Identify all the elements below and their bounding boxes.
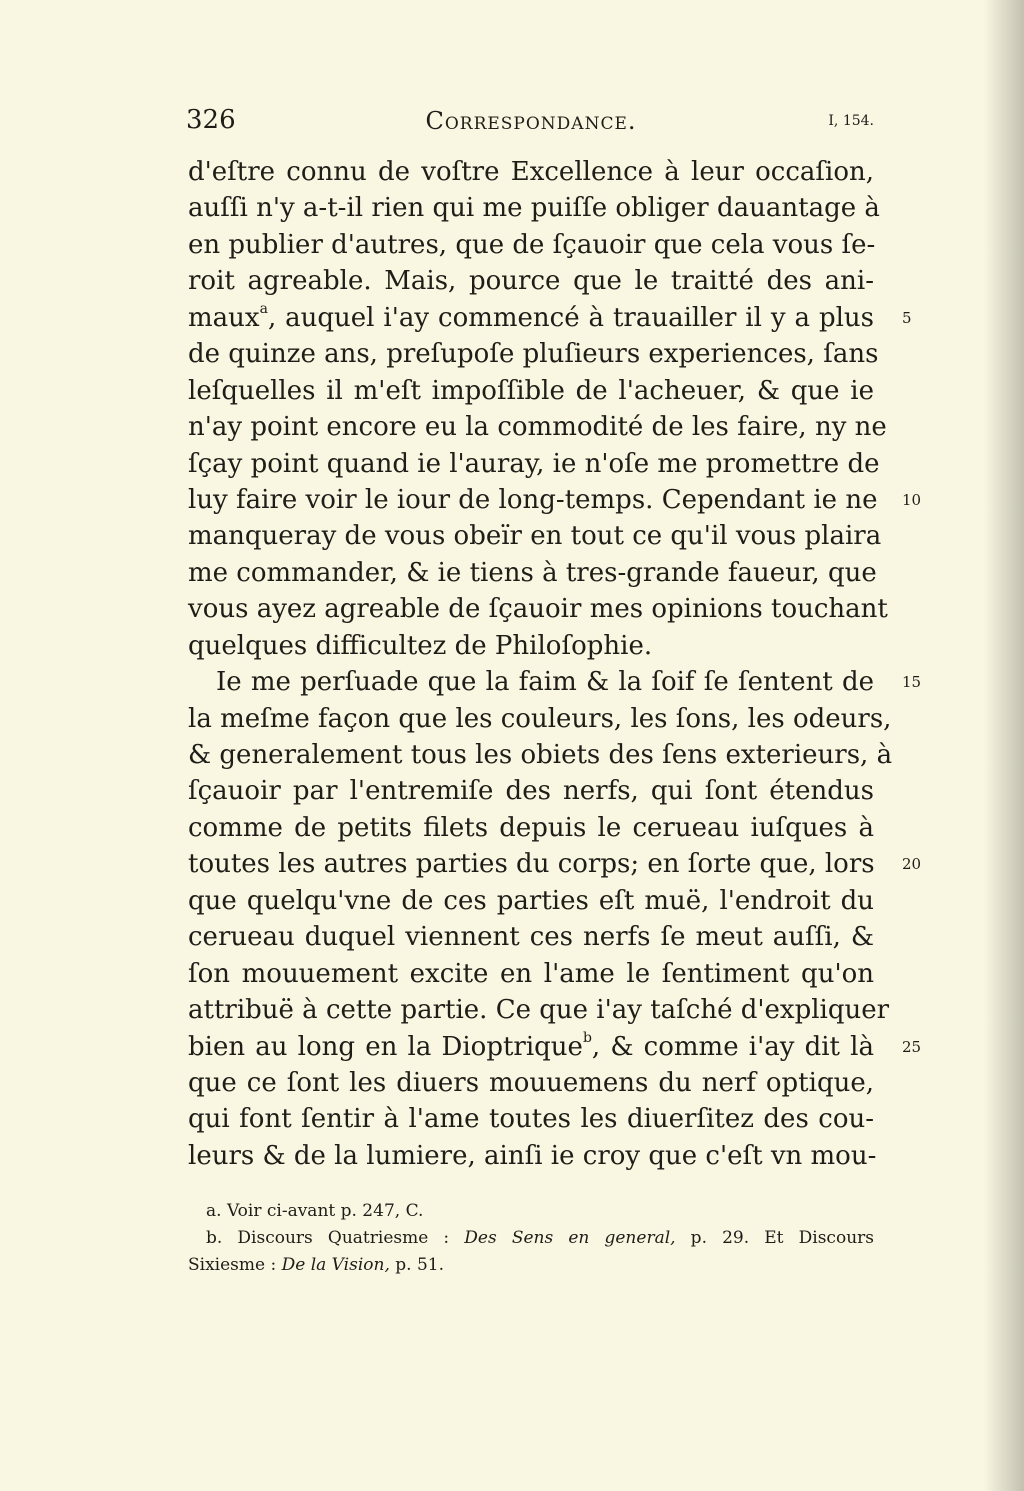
text-line: roit agreable. Mais, pource que le traitté des ani- bbox=[188, 266, 874, 297]
text-line: d'eſtre connu de voſtre Excellence à leur occaſion, bbox=[188, 157, 874, 187]
text-line: Ie me perſuade que la faim & la ſoif ſe ſentent de 15 bbox=[188, 664, 874, 700]
text-line: ſçauoir par l'entremiſe des nerfs, qui ſont étendus bbox=[188, 776, 874, 807]
footnote-marker[interactable]: b bbox=[582, 1029, 592, 1046]
text-line: manqueray de vous obeïr en tout ce qu'il vous plaira bbox=[188, 521, 882, 552]
text-line: comme de petits filets depuis le cerueau iuſques à bbox=[188, 812, 874, 843]
work-title: De la Vision, bbox=[281, 1255, 390, 1275]
line-number: 5 bbox=[902, 308, 912, 327]
text-line: en publier d'autres, que de ſçauoir que cela vous ſe- bbox=[188, 229, 876, 260]
text-line: & generalement tous les obiets des ſens exterieurs, à bbox=[188, 740, 893, 770]
footnote-marker[interactable]: a bbox=[259, 301, 268, 318]
text-line: qui font ſentir à l'ame toutes les diuerſitez des cou- bbox=[188, 1104, 874, 1135]
text-line: vous ayez agreable de ſçauoir mes opinions touchant bbox=[188, 594, 888, 625]
text-line: quelques difficultez de Philoſophie. bbox=[188, 630, 653, 661]
footnote-a: a. Voir ci-avant p. 247, C. bbox=[206, 1201, 424, 1221]
text-line: bien au long en la Dioptrique$^b$, & comme i'ay dit là 25 bbox=[188, 1029, 874, 1065]
text-line: ſçay point quand ie l'auray, ie n'oſe me promettre de bbox=[188, 448, 880, 479]
text-line: toutes les autres parties du corps; en ſorte que, lors 20 bbox=[188, 846, 874, 882]
text-line: me commander, & ie tiens à tres-grande faueur, que bbox=[188, 557, 877, 588]
text-line: que ce ſont les diuers mouuemens du nerf optique, bbox=[188, 1067, 874, 1098]
text-line: cerueau duquel viennent ces nerfs ſe meut auſſi, & bbox=[188, 922, 874, 953]
text-line: la meſme façon que les couleurs, les ſons, les odeurs, bbox=[188, 703, 892, 734]
text-line: ſon mouuement excite en l'ame le ſentiment qu'on bbox=[188, 958, 874, 989]
work-title: Des Sens en general, bbox=[464, 1228, 676, 1248]
volume-reference: I, 154. bbox=[828, 113, 874, 129]
footnote-b: b. Discours Quatriesme : Des Sens en general, p. 29. Et Discours bbox=[206, 1228, 874, 1248]
text-line: leſquelles il m'eſt impoſſible de l'acheuer, & que ie bbox=[188, 375, 874, 406]
page-edge-shadow bbox=[984, 0, 1024, 1491]
line-number: 20 bbox=[902, 855, 922, 874]
text-line: n'ay point encore eu la commodité de les faire, ny ne bbox=[188, 412, 887, 443]
text-line: luy faire voir le iour de long-temps. Cependant ie ne 10 bbox=[188, 482, 874, 518]
running-title: Correspondance. bbox=[425, 107, 637, 135]
text-line: leurs & de la lumiere, ainſi ie croy que c'eſt vn mou- bbox=[188, 1140, 877, 1171]
text-line: attribuë à cette partie. Ce que i'ay taſché d'expliquer bbox=[188, 995, 890, 1026]
body-text bbox=[188, 154, 922, 1174]
line-number: 10 bbox=[902, 490, 922, 509]
text-line: de quinze ans, preſupoſe pluſieurs experiences, ſans bbox=[188, 339, 879, 370]
footnote-b-continued: Sixiesme : De la Vision, p. 51. bbox=[188, 1255, 444, 1275]
line-number: 15 bbox=[902, 673, 922, 692]
text-line: auſſi n'y a-t-il rien qui me puiſſe obliger dauantage à bbox=[188, 193, 880, 224]
page-header bbox=[188, 105, 874, 141]
page-number: 326 bbox=[186, 105, 236, 135]
text-line: que quelqu'vne de ces parties eſt muë, l'endroit du bbox=[188, 885, 874, 916]
text-line: maux$^a$, auquel i'ay commencé à trauailler il y a plus 5 bbox=[188, 300, 874, 336]
footnotes bbox=[188, 1198, 874, 1279]
line-number: 25 bbox=[902, 1037, 922, 1056]
